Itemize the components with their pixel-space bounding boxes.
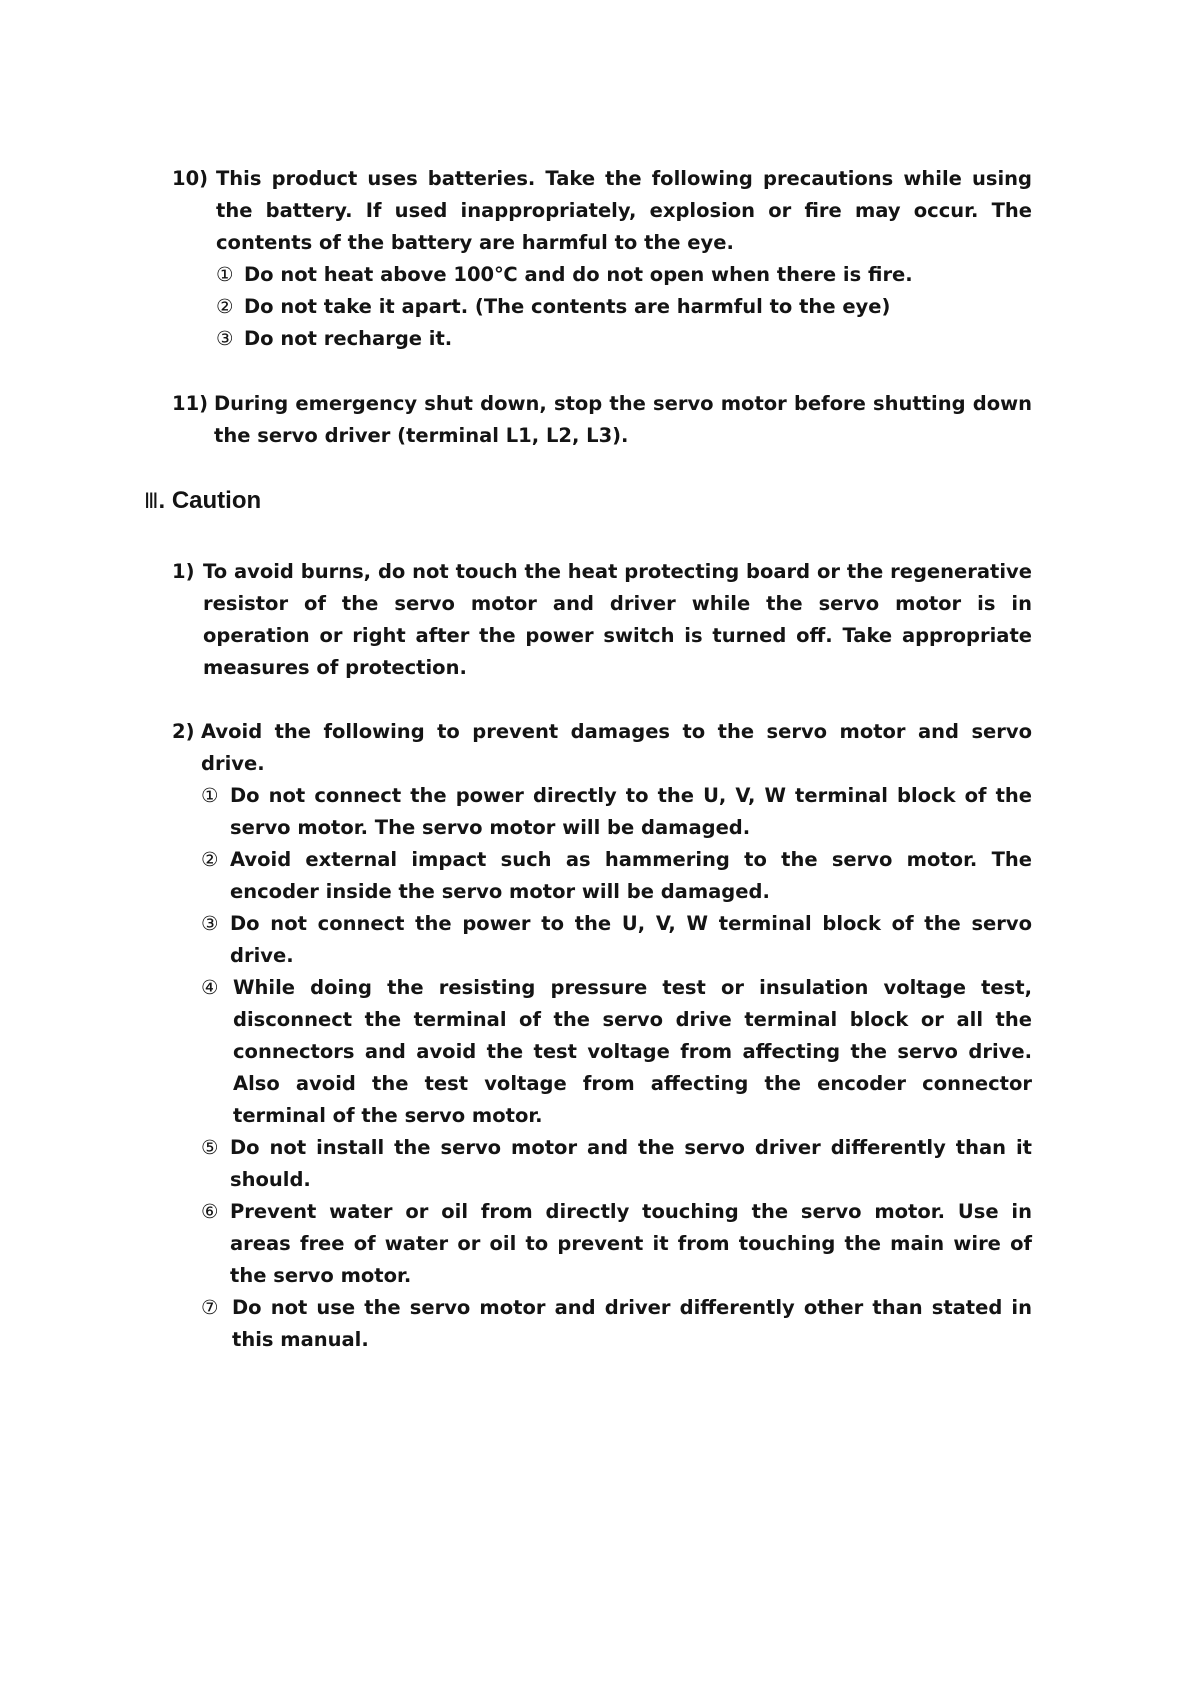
caution-2-text: Avoid the following to prevent damages to the servo motor and servo drive. bbox=[201, 720, 1032, 775]
section-title: . Caution bbox=[158, 487, 262, 514]
caution-2-sub-7 bbox=[201, 1292, 1032, 1356]
circled-6-marker: ⑥ bbox=[201, 1200, 219, 1223]
caution-item-2 bbox=[172, 716, 1032, 1356]
item-10-sub-2-text: Do not take it apart. (The contents are harmful to the eye) bbox=[244, 295, 891, 318]
caution-2-sub-7-text: Do not use the servo motor and driver differently other than stated in this manual. bbox=[232, 1296, 1032, 1351]
item-10-sub-1 bbox=[216, 259, 1032, 291]
item-10-number: 10) bbox=[172, 167, 209, 190]
item-11-text: During emergency shut down, stop the servo motor before shutting down the servo driver (terminal L1, L2, L3). bbox=[214, 392, 1032, 447]
caution-item-1 bbox=[172, 556, 1032, 684]
circled-4-marker: ④ bbox=[201, 976, 219, 999]
caution-1-number: 1) bbox=[172, 560, 195, 583]
caution-2-sub-2 bbox=[201, 844, 1032, 908]
section-roman-numeral: Ⅲ bbox=[144, 489, 159, 513]
caution-2-sub-6-text: Prevent water or oil from directly touching the servo motor. Use in areas free of water or oil to prevent it from touching the main wire of the servo motor. bbox=[230, 1200, 1032, 1287]
caution-2-sublist bbox=[172, 780, 1032, 1356]
caution-1-text: To avoid burns, do not touch the heat protecting board or the regenerative resistor of the servo motor and driver while the servo motor is in operation or right after the power switch is turned off. Take appropriate measures of protection. bbox=[203, 560, 1032, 679]
caution-2-sub-6 bbox=[201, 1196, 1032, 1292]
caution-2-sub-3-text: Do not connect the power to the U, V, W terminal block of the servo drive. bbox=[230, 912, 1032, 967]
caution-2-sub-1 bbox=[201, 780, 1032, 844]
circled-2-marker: ② bbox=[201, 848, 219, 871]
circled-2-marker: ② bbox=[216, 295, 234, 318]
item-10-sub-3-text: Do not recharge it. bbox=[244, 327, 453, 350]
circled-7-marker: ⑦ bbox=[201, 1296, 219, 1319]
item-10-text: This product uses batteries. Take the following precautions while using the battery. If used inappropriately, explosion or fire may occur. The contents of the battery are harmful to the eye. bbox=[216, 167, 1032, 254]
circled-3-marker: ③ bbox=[216, 327, 234, 350]
item-10-sub-3 bbox=[216, 323, 1032, 355]
item-10-sub-1-text: Do not heat above 100℃ and do not open when there is fire. bbox=[244, 263, 913, 286]
caution-2-sub-2-text: Avoid external impact such as hammering to the servo motor. The encoder inside the servo motor will be damaged. bbox=[230, 848, 1032, 903]
circled-1-marker: ① bbox=[216, 263, 234, 286]
caution-2-sub-4-text: While doing the resisting pressure test or insulation voltage test, disconnect the terminal of the servo drive terminal block or all the connectors and avoid the test voltage from affecting the servo drive. Also avoid the test voltage from affecting the encoder connector terminal of the servo motor. bbox=[233, 976, 1032, 1127]
caution-2-number: 2) bbox=[172, 720, 195, 743]
circled-5-marker: ⑤ bbox=[201, 1136, 219, 1159]
item-10-sublist bbox=[172, 259, 1032, 355]
caution-2-sub-5-text: Do not install the servo motor and the servo driver differently than it should. bbox=[230, 1136, 1032, 1191]
item-11-number: 11) bbox=[172, 392, 209, 415]
caution-2-sub-4 bbox=[201, 972, 1032, 1132]
caution-2-sub-5 bbox=[201, 1132, 1032, 1196]
section-heading-caution bbox=[144, 485, 261, 517]
caution-2-sub-1-text: Do not connect the power directly to the U, V, W terminal block of the servo motor. The servo motor will be damaged. bbox=[230, 784, 1032, 839]
item-10 bbox=[172, 163, 1032, 355]
item-11 bbox=[172, 388, 1032, 452]
circled-1-marker: ① bbox=[201, 784, 219, 807]
caution-2-sub-3 bbox=[201, 908, 1032, 972]
circled-3-marker: ③ bbox=[201, 912, 219, 935]
item-10-sub-2 bbox=[216, 291, 1032, 323]
